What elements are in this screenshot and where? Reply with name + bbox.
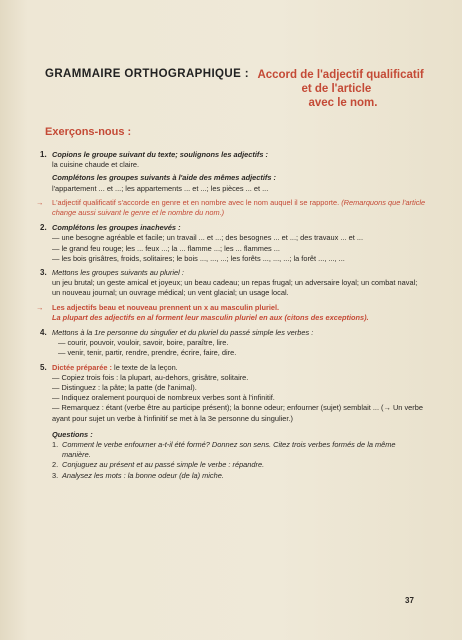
exercise-content xyxy=(36,150,426,481)
rule-note: La plupart des adjectifs en al forment leur masculin pluriel en aux (citons des exceptions). xyxy=(52,312,369,322)
dictation-subject: le texte de la leçon. xyxy=(114,362,178,372)
rule-text: L'adjectif qualificatif s'accorde en genre et en nombre avec le nom auquel il se rapporte. xyxy=(52,197,340,207)
exercise-3 xyxy=(36,268,426,299)
question-text: Conjuguez au présent et au passé simple le verbe : répandre. xyxy=(62,460,265,470)
exercise-number: 4. xyxy=(40,328,47,338)
exercise-instruction: Complétons les groupes inachevés : xyxy=(52,223,181,233)
section-heading: Exerçons-nous : xyxy=(45,126,132,138)
exercise-line: — Copiez trois fois : la plupart, au-dehors, grisâtre, solitaire. xyxy=(52,372,249,382)
question-number: 3. xyxy=(52,470,59,480)
question-1 xyxy=(36,440,426,460)
exercise-text: l'appartement ... et ...; les appartements ... et ...; les pièces ... et ... xyxy=(52,183,269,193)
question-text: Comment le verbe enfourner a-t-il été formé? Donnez son sens. Citez trois verbes formés de la même manière. xyxy=(62,440,396,460)
question-text: Analysez les mots : la bonne odeur (de la) miche. xyxy=(62,470,224,480)
lesson-title-line1: Accord de l'adjectif qualificatif xyxy=(257,69,424,81)
exercise-text: un jeu brutal; un geste amical et joyeux; un beau cadeau; un repas frugal; un adversaire loyal; un combat naval; un nouveau journal; un ouvrage médical; un vent glacial; un usage local. xyxy=(52,278,418,298)
exercise-instruction: Complétons les groupes suivants à l'aide des mêmes adjectifs : xyxy=(52,173,276,183)
lesson-title xyxy=(257,68,423,110)
exercise-instruction: Mettons à la 1re personne du singulier et du pluriel du passé simple les verbes : xyxy=(52,328,314,338)
exercise-number: 3. xyxy=(40,268,47,278)
lesson-header xyxy=(45,68,445,110)
exercise-line: — Indiquez oralement pourquoi de nombreux verbes sont à l'infinitif. xyxy=(52,393,275,403)
exercise-line: — venir, tenir, partir, rendre, prendre, écrire, faire, dire. xyxy=(58,348,237,358)
arrow-icon: → xyxy=(36,302,44,312)
exercise-text: la cuisine chaude et claire. xyxy=(52,160,140,170)
exercise-5 xyxy=(36,363,426,424)
exercise-number: 5. xyxy=(40,362,47,372)
grammar-rule-1 xyxy=(36,198,426,218)
grammar-rule-2 xyxy=(36,303,426,323)
dictation-heading: Dictée préparée : xyxy=(52,362,112,372)
questions-heading: Questions : xyxy=(52,429,93,439)
question-number: 1. xyxy=(52,440,59,450)
rule-text: Les adjectifs beau et nouveau prennent un x au masculin pluriel. xyxy=(52,302,280,312)
lesson-title-line3: avec le nom. xyxy=(308,97,378,109)
question-3 xyxy=(36,471,426,481)
exercise-line: — les bois grisâtres, froids, solitaires; le bois ..., ..., ...; les forêts ..., ..., ...; la forêt ..., ..., ... xyxy=(52,253,345,263)
exercise-number: 2. xyxy=(40,223,47,233)
arrow-icon: → xyxy=(36,197,44,207)
page-number: 37 xyxy=(405,596,414,605)
exercise-line: — une besogne agréable et facile; un travail ... et ...; des besognes ... et ...; des travaux ... et ... xyxy=(52,233,363,243)
exercise-line: — le grand feu rouge; les ... feux ...; la ... flamme ...; les ... flammes ... xyxy=(52,243,280,253)
lesson-title-line2: et de l'article xyxy=(301,83,372,95)
exercise-instruction: Mettons les groupes suivants au pluriel : xyxy=(52,268,184,278)
exercise-4 xyxy=(36,328,426,359)
exercise-instruction: Copions le groupe suivant du texte; soulignons les adjectifs : xyxy=(52,150,268,159)
header-lead: GRAMMAIRE ORTHOGRAPHIQUE : xyxy=(45,68,249,80)
exercise-number: 1. xyxy=(40,150,47,159)
exercise-line: — Distinguez : la pâte; la patte (de l'animal). xyxy=(52,383,197,393)
exercise-line: — Remarquez : étant (verbe être au participe présent); la bonne odeur; enfourner (sujet) semblait ... (→ Un verbe ayant pour sujet un verbe à l'infinitif se met à la 3e personne du singulier.) xyxy=(52,403,423,423)
exercise-line: — courir, pouvoir, vouloir, savoir, boire, paraître, lire. xyxy=(58,338,229,348)
question-2 xyxy=(36,460,426,470)
exercise-1 xyxy=(36,150,426,194)
question-number: 2. xyxy=(52,460,59,470)
rule-note: (Remarquons que l'article change aussi suivant le genre et le nombre du nom.) xyxy=(52,197,426,218)
exercise-2 xyxy=(36,223,426,264)
